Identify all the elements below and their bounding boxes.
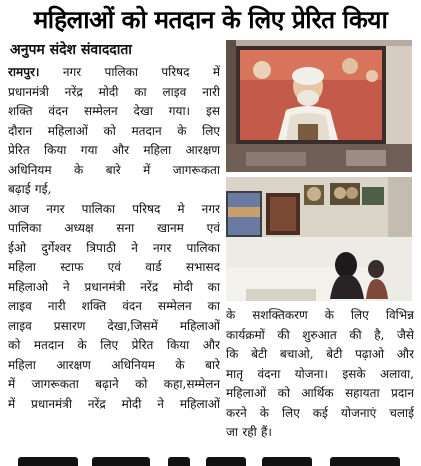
text-line-part: नगर पालिका परिषद में bbox=[62, 65, 220, 79]
paragraph-2 bbox=[8, 200, 220, 415]
text-line: महिला आरक्षण अधिनियम के बारे bbox=[8, 357, 220, 372]
text-line: लाइव नारी शक्ति वंदन सम्मेलन का bbox=[8, 299, 220, 313]
dateline: रामपुर। bbox=[8, 65, 40, 79]
text-line: कि बेटी बचाओ, बेटी पढ़ाओ और bbox=[226, 347, 414, 361]
text-line: दौरान महिलाओं को मतदान के लिए bbox=[8, 123, 220, 138]
text-line: शक्ति वंदन सम्मेलन देखा गया। इस bbox=[8, 104, 220, 118]
cropped-glyph bbox=[92, 457, 150, 466]
photo-live-broadcast bbox=[226, 40, 412, 172]
byline: अनुपम संदेश संवाददाता bbox=[10, 42, 132, 58]
text-line bbox=[8, 63, 220, 83]
article-body-left bbox=[8, 63, 220, 414]
text-line: प्रेरित किया गया और महिला आरक्षण bbox=[8, 143, 220, 157]
cropped-glyph bbox=[18, 457, 78, 466]
text-line: प्रधानमंत्री नरेंद्र मोदी का लाइव नारी bbox=[8, 84, 220, 99]
next-article-cropped-headline bbox=[0, 455, 421, 466]
text-line: बढ़ाई गई, bbox=[8, 182, 52, 196]
text-line: महिलाओं को आर्थिक सहायता प्रदान bbox=[226, 386, 414, 400]
headline: महिलाओं को मतदान के लिए प्रेरित किया bbox=[33, 5, 388, 34]
text-line: लाइव प्रसारण देखा,जिसमें महिलाओं bbox=[8, 318, 220, 333]
cropped-glyph bbox=[262, 457, 312, 466]
text-line: को मतदान के लिए प्रेरित किया और bbox=[8, 338, 220, 352]
photo-women-watching-image bbox=[226, 177, 412, 301]
text-line: अधिनियम के बारे में जागरूकता bbox=[8, 162, 220, 177]
text-line: ईओ दुर्गेश्वर त्रिपाठी ने नगर पालिका bbox=[8, 240, 220, 255]
text-line: कार्यक्रमों की शुरुआत की है, जैसे bbox=[226, 327, 414, 342]
text-line: आज नगर पालिका परिषद मे नगर bbox=[8, 201, 220, 216]
text-line: पालिका अध्यक्ष सना खानम एवं bbox=[8, 221, 220, 235]
text-line: करने के लिए कई योजनाएं चलाई bbox=[226, 405, 414, 420]
photo-live-broadcast-image bbox=[226, 40, 412, 172]
text-line: में प्रधानमंत्री नरेंद्र मोदी ने महिलाओं bbox=[8, 396, 220, 411]
text-line: में जागरूकता बढ़ाने को कहा,सम्मेलन bbox=[8, 377, 220, 391]
text-line: के सशक्तिकरण के लिए विभिन्न bbox=[226, 308, 414, 322]
text-line: मातृ वंदना योजना। इसके अलावा, bbox=[226, 366, 414, 381]
text-line: जा रही हैं। bbox=[226, 425, 272, 439]
paragraph-1 bbox=[8, 63, 220, 200]
paragraph-3 bbox=[226, 306, 414, 443]
text-line: महिलाओ ने प्रधानमंत्री नरेंद्र मोदी का bbox=[8, 279, 220, 294]
cropped-glyph bbox=[168, 457, 190, 466]
photo-women-watching bbox=[226, 177, 412, 301]
cropped-glyph bbox=[330, 457, 400, 466]
cropped-glyph bbox=[206, 457, 246, 466]
article-body-right bbox=[226, 306, 414, 443]
text-line: महिला स्टाफ एवं वार्ड सभासद bbox=[8, 260, 220, 274]
